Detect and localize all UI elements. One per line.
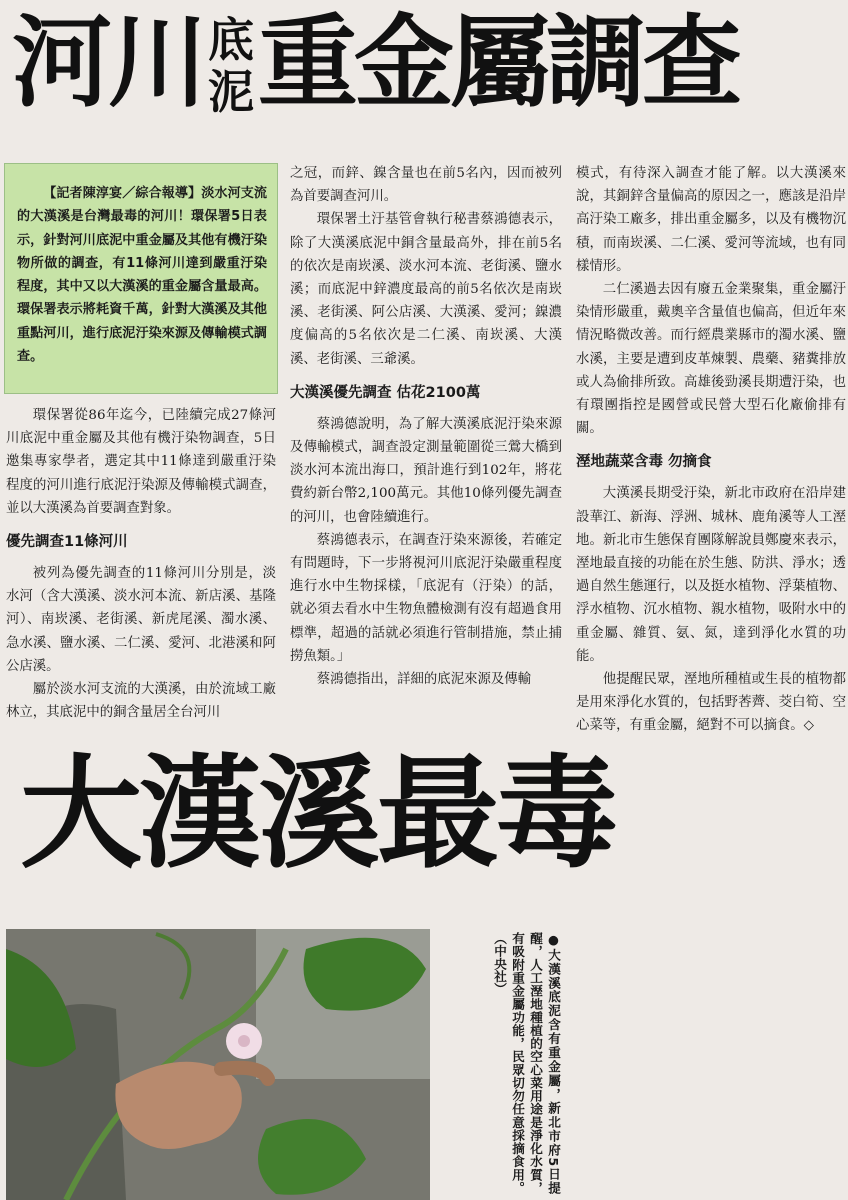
col2-paragraph-4: 蔡鴻德表示，在調查汙染來源後，若確定有問題時，下一步將視河川底泥汙染嚴重程度進行水中生物採樣，「底泥有（汙染）的話，就必須去看水中生物魚體檢測有沒有超過食用標準，超過的話就必須進行管制措施，禁止捕撈魚類。」	[290, 532, 562, 664]
col1-paragraph-3: 屬於淡水河支流的大漢溪，由於流域工廠林立，其底泥中的銅含量居全台河川	[6, 682, 276, 721]
col2-paragraph-2: 環保署土汙基管會執行秘書蔡鴻德表示，除了大漢溪底泥中銅含量最高外，排在前5名的依次是南崁溪、淡水河本流、老街溪、鹽水溪；而底泥中鋅濃度最高的前5名依次是南崁溪、老街溪、阿公店溪、大漢溪、愛河；鎳濃度偏高的5名依次是二仁溪、南崁溪、大漢溪、老街溪、三爺溪。	[290, 212, 562, 367]
lead-box	[4, 163, 278, 394]
article-column-2	[290, 162, 562, 691]
headline-part1: 河川	[12, 4, 204, 121]
headline-small-line1: 底	[208, 13, 254, 67]
col3-paragraph-1: 模式，有待深入調查才能了解。以大漢溪來說，其銅鋅含量偏高的原因之一，應該是沿岸高汙染工廠多，排出重金屬多，以及有機物沉積，而南崁溪、二仁溪、愛河等流域，也有同樣情形。	[576, 166, 846, 274]
col2-subheading: 大漢溪優先調查 估花2100萬	[290, 384, 481, 401]
col3-paragraph-4: 他提醒民眾，溼地所種植或生長的植物都是用來淨化水質的，包括野莕薺、茭白筍、空心菜等，有重金屬，絕對不可以摘食。◇	[576, 672, 846, 734]
col3-paragraph-2: 二仁溪過去因有廢五金業聚集，重金屬汙染情形嚴重，戴奧辛含量值也偏高，但近年來情況略微改善。而行經農業縣市的濁水溪、鹽水溪，主要是遭到皮革煉製、農藥、豬糞排放或人為偷排所致。高雄後勁溪長期遭汙染，也有環團指控是國營或民營大型石化廠偷排有關。	[576, 282, 846, 437]
headline	[12, 4, 738, 122]
article-column-3	[576, 162, 846, 738]
photo-caption: ●大漢溪底泥含有重金屬，新北市府5日提醒，人工溼地種植的空心菜用途是淨化水質，有吸附重金屬功能，民眾切勿任意採摘食用。（中央社）	[492, 932, 561, 1194]
leaf-plant-photo-icon	[6, 929, 430, 1200]
col2-paragraph-1: 之冠，而鋅、鎳含量也在前5名內，因而被列為首要調查河川。	[290, 166, 562, 205]
subheadline: 大漢溪最毒	[20, 743, 615, 885]
headline-small-stack	[206, 14, 256, 118]
col3-paragraph-3: 大漢溪長期受汙染，新北市政府在沿岸建設華江、新海、浮洲、城林、鹿角溪等人工溼地。新北市生態保育團隊解說員鄭慶來表示，溼地最直接的功能在於生態、防洪、淨水；透過自然生態運行，以及挺水植物、浮葉植物、浮水植物、沉水植物、親水植物，吸附水中的重金屬、雜質、氨、氮，達到淨化水質的功能。	[576, 486, 846, 664]
col2-paragraph-5: 蔡鴻德指出，詳細的底泥來源及傳輸	[316, 672, 532, 688]
col1-subheading: 優先調查11條河川	[6, 534, 128, 551]
col2-paragraph-3: 蔡鴻德說明，為了解大漢溪底泥汙染來源及傳輸模式，調查設定測量範圍從三鶯大橋到淡水河本流出海口，預計進行到102年，將花費約新台幣2,100萬元。其他10條列優先調查的河川，也會陸續進行。	[290, 416, 562, 525]
col3-subheading: 溼地蔬菜含毒 勿摘食	[576, 454, 712, 471]
col1-paragraph-1: 環保署從86年迄今，已陸續完成27條河川底泥中重金屬及其他有機汙染物調查，5日邀集專家學者，選定其中11條達到嚴重汙染程度的河川進行底泥汙染源及傳輸模式調查，並以大漢溪為首要調查對象。	[6, 408, 276, 516]
lead-text: 【記者陳淳宴／綜合報導】淡水河支流的大漢溪是台灣最毒的河川！環保署5日表示，針對河川底泥中重金屬及其他有機汙染物所做的調查，有11條河川達到嚴重汙染程度，其中又以大漢溪的重金屬含量最高。環保署表示將耗資千萬，針對大漢溪及其他重點河川，進行底泥汙染來源及傳輸模式調查。	[17, 186, 267, 365]
headline-small-line2: 泥	[208, 65, 254, 119]
news-photo	[6, 929, 430, 1200]
article-column-1	[6, 404, 276, 724]
col1-paragraph-2: 被列為優先調查的11條河川分別是，淡水河（含大漢溪、淡水河本流、新店溪、基隆河）、南崁溪、老街溪、新虎尾溪、濁水溪、急水溪、鹽水溪、二仁溪、愛河、北港溪和阿公店溪。	[6, 566, 276, 674]
headline-part2: 重金屬調查	[258, 4, 738, 121]
